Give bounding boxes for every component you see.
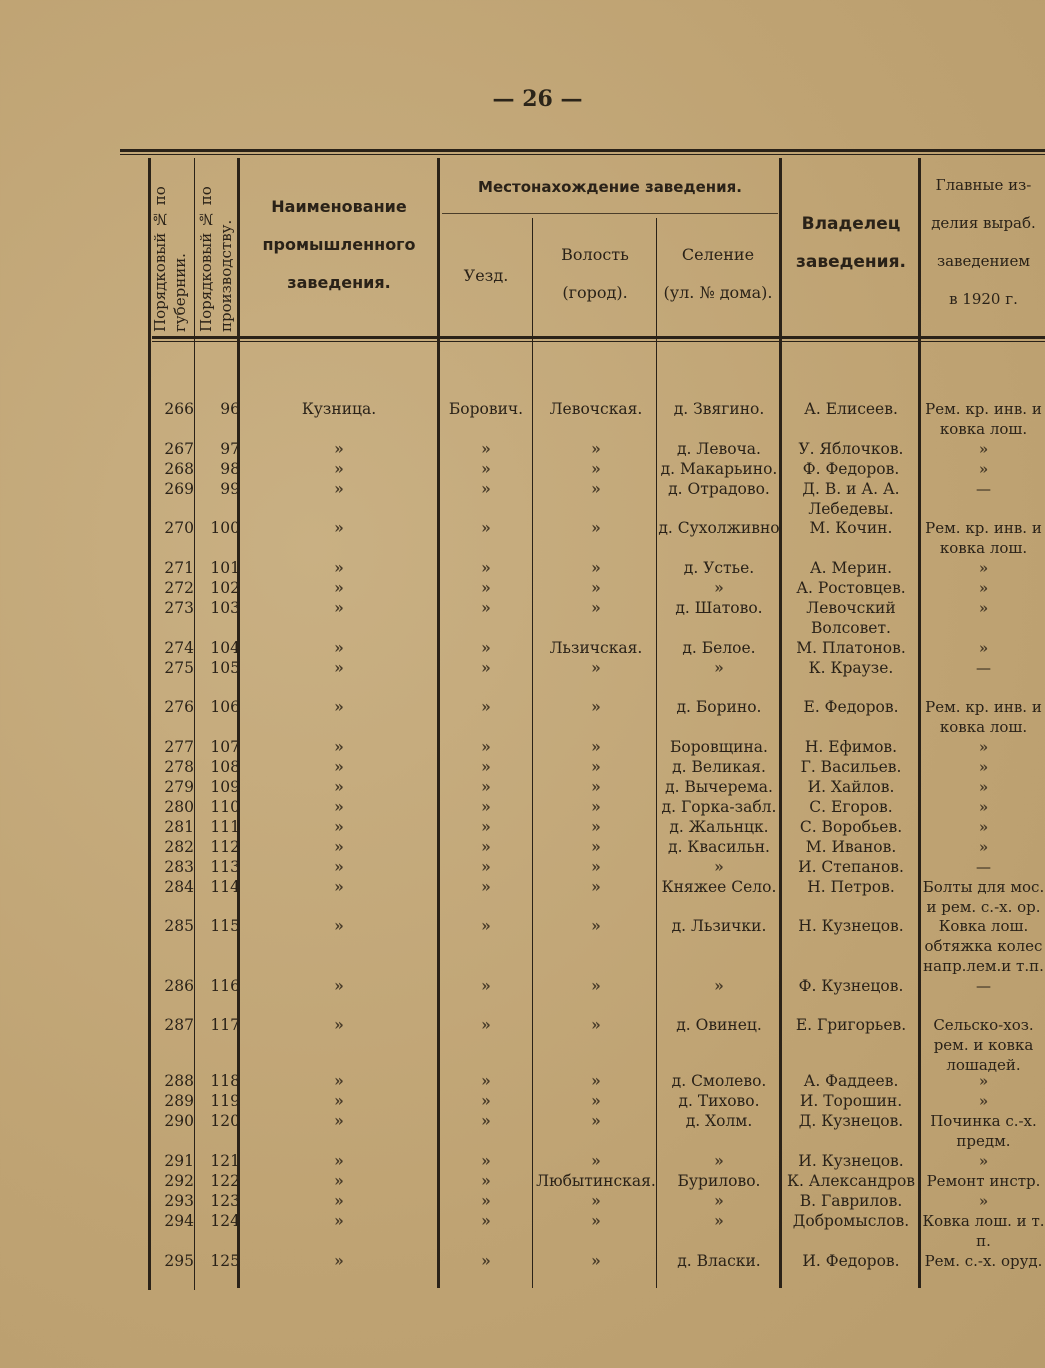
cell-uezd: »	[481, 817, 491, 836]
cell-prod-number: 104	[210, 639, 240, 657]
cell-establishment-name: »	[334, 598, 344, 617]
cell-establishment-name: »	[334, 518, 344, 537]
cell-gub-number: 277	[164, 738, 194, 756]
cell-prod-number: 123	[210, 1192, 240, 1210]
cell-volost: »	[591, 459, 601, 478]
cell-owner: С. Егоров.	[809, 798, 893, 816]
cell-products: »	[978, 599, 989, 617]
cell-products: Рем. с.-х. оруд.	[924, 1252, 1043, 1270]
cell-selenie: »	[714, 857, 724, 876]
cell-gub-number: 270	[164, 519, 194, 537]
cell-owner: А. Елисеев.	[804, 400, 898, 418]
cell-products: »	[978, 559, 989, 577]
cell-selenie: д. Устье.	[683, 559, 755, 577]
cell-establishment-name: »	[334, 658, 344, 677]
cell-volost: »	[591, 439, 601, 458]
cell-uezd: »	[481, 1015, 491, 1034]
cell-gub-number: 280	[164, 798, 194, 816]
cell-establishment-name: »	[334, 1211, 344, 1230]
cell-products: »	[978, 778, 989, 796]
cell-products: »	[978, 838, 989, 856]
cell-volost: »	[591, 1211, 601, 1230]
cell-products: »	[978, 579, 989, 597]
cell-volost: »	[591, 976, 601, 995]
cell-prod-number: 113	[210, 858, 240, 876]
cell-products: »	[978, 1152, 989, 1170]
cell-gub-number: 273	[164, 599, 194, 617]
cell-products: »	[978, 440, 989, 458]
cell-owner: Е. Федоров.	[803, 698, 899, 716]
cell-gub-number: 272	[164, 579, 194, 597]
cell-volost: »	[591, 598, 601, 617]
cell-prod-number: 102	[210, 579, 240, 597]
cell-prod-number: 109	[210, 778, 240, 796]
cell-selenie: д. Отрадово.	[668, 480, 770, 498]
cell-owner: К. Александров	[786, 1172, 916, 1190]
location-group-divider	[442, 213, 778, 214]
cell-prod-number: 119	[210, 1092, 240, 1110]
cell-products: »	[978, 758, 989, 776]
cell-establishment-name: »	[334, 797, 344, 816]
cell-prod-number: 100	[210, 519, 240, 537]
cell-volost: »	[591, 757, 601, 776]
cell-owner: И. Степанов.	[798, 858, 904, 876]
cell-prod-number: 121	[210, 1152, 240, 1170]
cell-owner: Г. Васильев.	[800, 758, 902, 776]
cell-owner: У. Яблочков.	[798, 440, 904, 458]
cell-volost: »	[591, 1191, 601, 1210]
col-divider-left	[148, 158, 151, 1290]
header-volost: Волость (город).	[561, 245, 629, 302]
cell-products: —	[976, 659, 991, 677]
cell-owner: И. Кузнецов.	[798, 1152, 904, 1170]
cell-uezd: »	[481, 1151, 491, 1170]
cell-products: —	[976, 977, 991, 995]
cell-owner: Н. Петров.	[807, 878, 895, 896]
cell-volost: »	[591, 857, 601, 876]
cell-selenie: Княжее Село.	[661, 878, 777, 896]
cell-establishment-name: »	[334, 558, 344, 577]
cell-prod-number: 118	[210, 1072, 240, 1090]
cell-selenie: д. Смолево.	[671, 1072, 767, 1090]
cell-gub-number: 293	[164, 1192, 194, 1210]
cell-owner: Ф. Кузнецов.	[798, 977, 904, 995]
cell-products: »	[978, 798, 989, 816]
cell-prod-number: 99	[220, 480, 240, 498]
cell-uezd: »	[481, 1091, 491, 1110]
cell-gub-number: 284	[164, 878, 194, 896]
top-rule-thin	[120, 154, 1045, 155]
cell-gub-number: 291	[164, 1152, 194, 1170]
cell-establishment-name: »	[334, 857, 344, 876]
cell-products: —	[976, 480, 991, 498]
cell-establishment-name: »	[334, 976, 344, 995]
cell-prod-number: 120	[210, 1112, 240, 1130]
cell-prod-number: 116	[210, 977, 240, 995]
cell-volost: »	[591, 777, 601, 796]
cell-uezd: »	[481, 916, 491, 935]
cell-uezd: »	[481, 777, 491, 796]
cell-prod-number: 97	[220, 440, 240, 458]
cell-uezd: »	[481, 598, 491, 617]
cell-gub-number: 269	[164, 480, 194, 498]
cell-products: Ковка лош. и т. п.	[922, 1212, 1045, 1250]
cell-establishment-name: »	[334, 777, 344, 796]
cell-owner: Ф. Федоров.	[802, 460, 900, 478]
cell-volost: »	[591, 479, 601, 498]
cell-uezd: »	[481, 1171, 491, 1190]
cell-gub-number: 279	[164, 778, 194, 796]
cell-owner: Добромыслов.	[792, 1212, 910, 1230]
cell-selenie: д. Звягино.	[673, 400, 765, 418]
cell-establishment-name: »	[334, 1251, 344, 1270]
cell-volost: »	[591, 558, 601, 577]
cell-products: Починка с.-х. предм.	[930, 1112, 1037, 1150]
cell-prod-number: 98	[220, 460, 240, 478]
cell-owner: И. Хайлов.	[807, 778, 895, 796]
cell-volost: »	[591, 877, 601, 896]
cell-products: »	[978, 1092, 989, 1110]
cell-volost: »	[591, 1091, 601, 1110]
cell-gub-number: 286	[164, 977, 194, 995]
cell-volost: »	[591, 658, 601, 677]
cell-uezd: »	[481, 1191, 491, 1210]
cell-selenie: д. Борино.	[676, 698, 762, 716]
cell-uezd: »	[481, 459, 491, 478]
cell-establishment-name: Кузница.	[301, 400, 377, 418]
cell-products: Рем. кр. инв. и ковка лош.	[925, 698, 1042, 736]
header-uezd: Уезд.	[463, 266, 509, 285]
cell-volost: »	[591, 1151, 601, 1170]
cell-prod-number: 96	[220, 400, 240, 418]
cell-owner: А. Ростовцев.	[796, 579, 906, 597]
cell-prod-number: 110	[210, 798, 240, 816]
cell-products: Ковка лош. обтяжка колес напр.лем.и т.п.	[923, 917, 1044, 975]
cell-selenie: д. Холм.	[685, 1112, 753, 1130]
cell-volost: »	[591, 797, 601, 816]
cell-volost: »	[591, 916, 601, 935]
cell-selenie: д. Шатово.	[675, 599, 763, 617]
cell-owner: И. Торошин.	[799, 1092, 903, 1110]
cell-owner: Д. Кузнецов.	[798, 1112, 904, 1130]
cell-prod-number: 117	[210, 1016, 240, 1034]
header-rule-thin	[152, 341, 1045, 342]
header-selenie: Селение (ул. № дома).	[663, 245, 773, 302]
cell-uezd: »	[481, 578, 491, 597]
cell-prod-number: 115	[210, 917, 240, 935]
cell-volost: »	[591, 817, 601, 836]
cell-establishment-name: »	[334, 1015, 344, 1034]
cell-gub-number: 274	[164, 639, 194, 657]
cell-gub-number: 288	[164, 1072, 194, 1090]
cell-owner: И. Федоров.	[802, 1252, 900, 1270]
cell-volost: Льзичская.	[549, 639, 643, 657]
cell-owner: Д. В. и А. А. Лебедевы.	[802, 480, 900, 518]
cell-uezd: Борович.	[448, 400, 524, 418]
cell-selenie: Боровщина.	[670, 738, 768, 756]
cell-uezd: »	[481, 658, 491, 677]
cell-owner: Н. Кузнецов.	[798, 917, 904, 935]
cell-uezd: »	[481, 837, 491, 856]
cell-gub-number: 290	[164, 1112, 194, 1130]
cell-volost: »	[591, 697, 601, 716]
cell-selenie: д. Жальнцк.	[669, 818, 769, 836]
cell-volost: Левочская.	[549, 400, 643, 418]
cell-volost: »	[591, 518, 601, 537]
cell-owner: К. Краузе.	[808, 659, 894, 677]
top-rule	[120, 149, 1045, 152]
cell-prod-number: 107	[210, 738, 240, 756]
cell-establishment-name: »	[334, 439, 344, 458]
cell-products: Рем. кр. инв. и ковка лош.	[925, 519, 1042, 557]
cell-establishment-name: »	[334, 916, 344, 935]
cell-prod-number: 101	[210, 559, 240, 577]
cell-prod-number: 103	[210, 599, 240, 617]
header-prod-no: Порядковый № по производству.	[197, 186, 235, 332]
cell-gub-number: 271	[164, 559, 194, 577]
cell-selenie: Бурилово.	[677, 1172, 761, 1190]
cell-establishment-name: »	[334, 1151, 344, 1170]
cell-establishment-name: »	[334, 1111, 344, 1130]
col-divider-gub	[194, 158, 195, 1290]
cell-selenie: д. Тихово.	[678, 1092, 760, 1110]
cell-establishment-name: »	[334, 1091, 344, 1110]
cell-selenie: д. Белое.	[682, 639, 756, 657]
header-rule	[152, 336, 1045, 339]
cell-volost: »	[591, 737, 601, 756]
cell-selenie: »	[714, 1151, 724, 1170]
cell-uezd: »	[481, 1211, 491, 1230]
cell-prod-number: 125	[210, 1252, 240, 1270]
cell-products: »	[978, 818, 989, 836]
cell-selenie: д. Великая.	[672, 758, 766, 776]
cell-owner: Н. Ефимов.	[804, 738, 898, 756]
cell-products: Болты для мос. и рем. с.-х. ор.	[922, 878, 1045, 916]
header-products: Главные из- делия выраб. заведением в 1920 г.	[931, 176, 1036, 308]
cell-uezd: »	[481, 737, 491, 756]
cell-establishment-name: »	[334, 479, 344, 498]
cell-prod-number: 112	[210, 838, 240, 856]
cell-owner: А. Мерин.	[809, 559, 893, 577]
cell-gub-number: 285	[164, 917, 194, 935]
cell-prod-number: 108	[210, 758, 240, 776]
cell-products: »	[978, 639, 989, 657]
cell-owner: Е. Григорьев.	[795, 1016, 907, 1034]
cell-volost: »	[591, 1071, 601, 1090]
cell-establishment-name: »	[334, 697, 344, 716]
cell-uezd: »	[481, 757, 491, 776]
cell-prod-number: 114	[210, 878, 240, 896]
cell-products: Рем. кр. инв. и ковка лош.	[925, 400, 1042, 438]
cell-gub-number: 267	[164, 440, 194, 458]
cell-gub-number: 266	[164, 400, 194, 418]
cell-prod-number: 122	[210, 1172, 240, 1190]
cell-products: —	[976, 858, 991, 876]
cell-establishment-name: »	[334, 737, 344, 756]
cell-uezd: »	[481, 1071, 491, 1090]
cell-owner: М. Иванов.	[805, 838, 897, 856]
cell-selenie: д. Макарьино.	[660, 460, 778, 478]
cell-uezd: »	[481, 857, 491, 876]
header-owner: Владелец заведения.	[796, 214, 906, 272]
cell-gub-number: 283	[164, 858, 194, 876]
cell-volost: »	[591, 1015, 601, 1034]
cell-selenie: »	[714, 1211, 724, 1230]
cell-uezd: »	[481, 697, 491, 716]
cell-uezd: »	[481, 976, 491, 995]
cell-selenie: д. Сухолживно	[658, 519, 780, 537]
cell-owner: А. Фаддеев.	[803, 1072, 899, 1090]
cell-selenie: д. Горка-забл.	[661, 798, 777, 816]
col-divider-uezd	[532, 218, 533, 1288]
cell-selenie: »	[714, 1191, 724, 1210]
header-name: Наименование промышленного заведения.	[262, 197, 416, 292]
cell-uezd: »	[481, 877, 491, 896]
cell-gub-number: 278	[164, 758, 194, 776]
cell-gub-number: 268	[164, 460, 194, 478]
cell-owner: Левочский Волсовет.	[806, 599, 896, 637]
cell-establishment-name: »	[334, 837, 344, 856]
cell-products: Сельско-хоз. рем. и ковка лошадей.	[933, 1016, 1034, 1074]
cell-establishment-name: »	[334, 638, 344, 657]
cell-selenie: д. Левоча.	[677, 440, 761, 458]
cell-uezd: »	[481, 439, 491, 458]
cell-prod-number: 106	[210, 698, 240, 716]
cell-prod-number: 105	[210, 659, 240, 677]
cell-gub-number: 275	[164, 659, 194, 677]
cell-selenie: »	[714, 578, 724, 597]
col-divider-volost	[656, 218, 657, 1288]
cell-volost: »	[591, 578, 601, 597]
cell-gub-number: 289	[164, 1092, 194, 1110]
cell-gub-number: 282	[164, 838, 194, 856]
cell-owner: М. Кочин.	[809, 519, 893, 537]
cell-establishment-name: »	[334, 817, 344, 836]
cell-products: »	[978, 738, 989, 756]
cell-uezd: »	[481, 1111, 491, 1130]
cell-selenie: д. Квасильн.	[668, 838, 770, 856]
cell-owner: С. Воробьев.	[799, 818, 903, 836]
header-gub-no: Порядковый № по губернии.	[151, 186, 189, 332]
cell-volost: Любытинская.	[536, 1172, 656, 1190]
cell-uezd: »	[481, 518, 491, 537]
cell-gub-number: 295	[164, 1252, 194, 1270]
cell-uezd: »	[481, 558, 491, 577]
cell-establishment-name: »	[334, 877, 344, 896]
cell-volost: »	[591, 1251, 601, 1270]
cell-owner: В. Гаврилов.	[799, 1192, 903, 1210]
cell-selenie: д. Овинец.	[676, 1016, 762, 1034]
cell-establishment-name: »	[334, 459, 344, 478]
cell-products: »	[978, 1072, 989, 1090]
cell-establishment-name: »	[334, 1171, 344, 1190]
cell-establishment-name: »	[334, 757, 344, 776]
cell-establishment-name: »	[334, 1071, 344, 1090]
cell-uezd: »	[481, 479, 491, 498]
cell-prod-number: 111	[210, 818, 240, 836]
cell-gub-number: 294	[164, 1212, 194, 1230]
cell-selenie: д. Власки.	[677, 1252, 761, 1270]
cell-establishment-name: »	[334, 1191, 344, 1210]
cell-gub-number: 281	[164, 818, 194, 836]
cell-selenie: д. Вычерема.	[665, 778, 773, 796]
cell-uezd: »	[481, 638, 491, 657]
cell-establishment-name: »	[334, 578, 344, 597]
cell-volost: »	[591, 1111, 601, 1130]
cell-volost: »	[591, 837, 601, 856]
header-location-group: Местонахождение заведения.	[478, 178, 742, 196]
cell-uezd: »	[481, 797, 491, 816]
page-number: — 26 —	[492, 86, 583, 112]
cell-selenie: д. Льзички.	[671, 917, 767, 935]
cell-products: Ремонт инстр.	[926, 1172, 1041, 1190]
cell-products: »	[978, 1192, 989, 1210]
cell-gub-number: 287	[164, 1016, 194, 1034]
cell-gub-number: 276	[164, 698, 194, 716]
cell-owner: М. Платонов.	[796, 639, 906, 657]
cell-prod-number: 124	[210, 1212, 240, 1230]
cell-gub-number: 292	[164, 1172, 194, 1190]
cell-selenie: »	[714, 658, 724, 677]
cell-uezd: »	[481, 1251, 491, 1270]
cell-selenie: »	[714, 976, 724, 995]
cell-products: »	[978, 460, 989, 478]
